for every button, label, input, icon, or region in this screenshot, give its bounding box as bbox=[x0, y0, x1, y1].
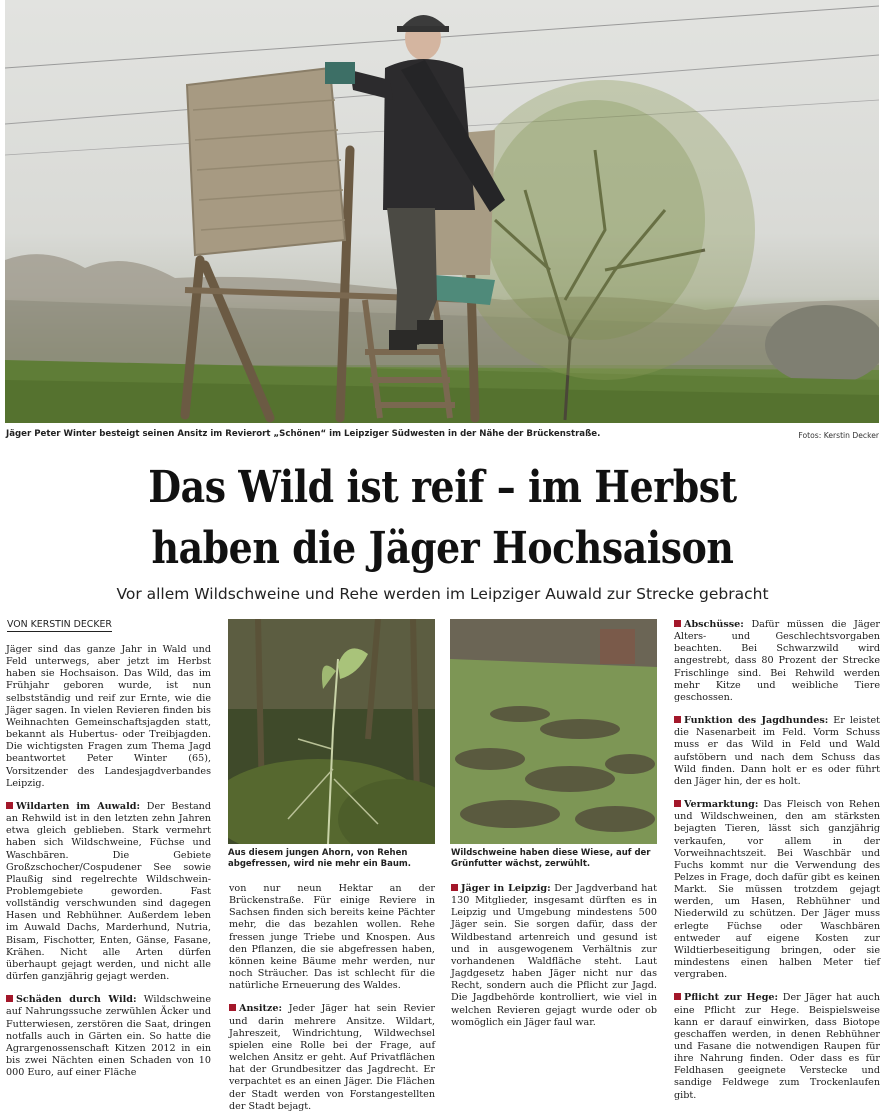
section-keyword: Funktion des Jagdhundes: bbox=[684, 715, 829, 727]
section-wildarten bbox=[6, 801, 211, 983]
section-schaeden-continued: von nur neun Hektar an der Brückenstraße. Für einige Reviere in Sachsen finden sich bereits keine Pächter mehr, die das bezahlen wollen. Rehe fressen junge Triebe und Knospen. Aus den Pflanzen, die sie abgefressen haben, können keine Bäume mehr werden, nur noch Sträucher. Das ist schlecht für die natürliche Erneuerung des Waldes. bbox=[229, 883, 435, 992]
section-text: Dafür müssen die Jäger Alters- und Geschlechtsvorgaben beachten. Bei Schwarzwild wird angestrebt, dass 80 Prozent der Strecke Frischlinge sind. Bei Rehwild werden mehr Kitze und weibliche Tiere geschossen. bbox=[674, 619, 880, 703]
section-vermarktung bbox=[674, 799, 880, 981]
subheadline: Vor allem Wildschweine und Rehe werden im Leipziger Auwald zur Strecke gebracht bbox=[116, 585, 769, 603]
section-text: Jeder Jäger hat sein Revier und darin mehrere Ansitze. Wildart, Jahreszeit, Windrichtung, Wildwechsel spielen eine Rolle bei der Frage, auf welchen Ansitz er geht. Auf Privatflächen hat der Grundbesitzer das Jagdrecht. Er verpachtet es an einen Jäger. Die Flächen der Stadt werden von Forstangestellten der Stadt bejagt. bbox=[229, 1003, 435, 1112]
section-abschuesse bbox=[674, 619, 880, 704]
column-3 bbox=[451, 883, 657, 1029]
headline-line-2: haben die Jäger Hochsaison bbox=[151, 523, 734, 574]
section-text: Der Jagdverband hat 130 Mitglieder, insgesamt dürften es in Leipzig und Umgebung mindestens 500 Jäger sein. Sie sorgen dafür, dass der Wildbestand artenreich und gesund ist und in ausgewogenem Verhältnis zur vorhandenen Waldfläche steht. Laut Jagdgesetz haben Jäger nicht nur das Recht, sondern auch die Pflicht zur Jagd. Die Jagdbehörde kontrolliert, wie viel in welchen Revieren gejagt wurde oder ob womöglich ein Jäger faul war. bbox=[451, 883, 657, 1028]
byline: VON KERSTIN DECKER bbox=[7, 619, 112, 630]
photo-caption: Jäger Peter Winter besteigt seinen Ansitz im Revierort „Schönen“ im Leipziger Südwesten in der Nähe der Brückenstraße. bbox=[6, 429, 601, 439]
section-keyword: Pflicht zur Hege: bbox=[684, 992, 779, 1004]
section-marker bbox=[6, 995, 13, 1002]
maple-caption: Aus diesem jungen Ahorn, von Rehen abgefressen, wird nie mehr ein Baum. bbox=[228, 848, 412, 869]
column-2 bbox=[229, 883, 435, 1113]
young-maple-illustration bbox=[228, 619, 435, 844]
section-jagdhund bbox=[674, 715, 880, 788]
section-marker bbox=[229, 1004, 236, 1011]
section-marker bbox=[674, 800, 681, 807]
section-ansitze bbox=[229, 1003, 435, 1112]
column-1 bbox=[6, 644, 211, 1079]
section-marker bbox=[6, 802, 13, 809]
section-text: Wildschweine auf Nahrungssuche zerwühlen Äcker und Futterwiesen, zerstören die Saat, dringen notfalls auch in Gärten ein. So hatte die Agrargenossenschaft Kitzen 2012 in ein bis zwei Nächten einen Schaden von 10 000 Euro, auf einer Fläche bbox=[6, 994, 211, 1079]
section-keyword: Abschüsse: bbox=[684, 619, 744, 630]
meadow-photo bbox=[450, 619, 657, 844]
headline-line-1: Das Wild ist reif – im Herbst bbox=[148, 462, 737, 513]
meadow-caption: Wildschweine haben diese Wiese, auf der Grünfutter wächst, zerwühlt. bbox=[451, 848, 651, 869]
section-keyword: Ansitze: bbox=[239, 1003, 282, 1015]
section-hege bbox=[674, 992, 880, 1101]
section-marker bbox=[451, 884, 458, 891]
photo-credit: Fotos: Kerstin Decker bbox=[798, 431, 879, 440]
section-keyword: Schäden durch Wild: bbox=[16, 994, 137, 1006]
maple-photo bbox=[228, 619, 435, 844]
section-schaeden bbox=[6, 994, 211, 1079]
main-photo bbox=[5, 0, 879, 423]
section-keyword: Wildarten im Auwald: bbox=[16, 800, 141, 812]
section-text: Der Jäger hat auch eine Pflicht zur Hege. Beispielsweise kann er darauf einwirken, dass Biotope geschaffen werden, in denen Rebhühner und Fasane die notwendigen Raupen für ihre Nahrung finden. Oder dass es für Feldhasen geeignete Verstecke und sandige Feldwege zum Trockenlaufen gibt. bbox=[674, 992, 880, 1101]
section-marker bbox=[674, 716, 681, 723]
section-keyword: Vermarktung: bbox=[684, 799, 759, 811]
section-marker bbox=[674, 620, 681, 627]
section-jaeger-in-leipzig bbox=[451, 883, 657, 1029]
section-marker bbox=[674, 993, 681, 1000]
section-text: Der Bestand an Rehwild ist in den letzten zehn Jahren etwa gleich geblieben. Stark vermehrt haben sich Wildschweine, Füchse und Waschbären. Die Gebiete Großzschocher/Cospudener See sowie Plaußig sind regelrechte Wildschwein-Problemgebiete geworden. Fast vollständig verschwunden sind dagegen Hasen und Rebhühner. Außerdem leben im Auwald Dachs, Marderhund, Nutria, Bisam, Fischotter, Enten, Gänse, Fasane, Krähen. Nicht alle Arten dürfen überhaupt gejagt werden, und nicht alle dürfen ganzjährig gejagt werden. bbox=[6, 800, 211, 983]
hunter-on-hochsitz-illustration bbox=[5, 0, 879, 423]
column-4 bbox=[674, 619, 880, 1102]
section-text: Er leistet die Nasenarbeit im Feld. Vorm Schuss muss er das Wild in Feld und Wald aufstöbern und nach dem Schuss das Wild finden. Dann holt er es oder führt den Jäger hin, der es holt. bbox=[674, 715, 880, 787]
section-text: Das Fleisch von Rehen und Wildschweinen, den am stärksten bejagten Tieren, lässt sich ganzjährig verkaufen, vor allem in der Vorweihnachtszeit. Bei Waschbär und Fuchs kommt nur die Verwendung des Pelzes in Frage, doch dafür gibt es keinen Markt. Sie müssen trotzdem gejagt werden, um Hasen, Rebhühner und Niederwild zu schützen. Der Jäger muss erlegte Füchse oder Waschbären entweder auf eigene Kosten zur Wildtierbeseitigung bringen, oder sie mindestens einen halben Meter tief vergraben. bbox=[674, 799, 880, 981]
intro-paragraph: Jäger sind das ganze Jahr in Wald und Feld unterwegs, aber jetzt im Herbst haben sie Hochsaison. Das Wild, das im Frühjahr geboren wurde, ist nun selbstständig und reif zur Ernte, wie die Jäger sagen. In vielen Revieren finden bis Weihnachten Gemeinschaftsjagden statt, bekannt als Hubertus- oder Treibjagden. Die wichtigsten Fragen zum Thema Jagd beantwortet Peter Winter (65), Vorsitzender des Landesjagdverbandes Leipzig. bbox=[6, 644, 211, 789]
section-keyword: Jäger in Leipzig: bbox=[461, 883, 551, 894]
rooted-meadow-illustration bbox=[450, 619, 657, 844]
